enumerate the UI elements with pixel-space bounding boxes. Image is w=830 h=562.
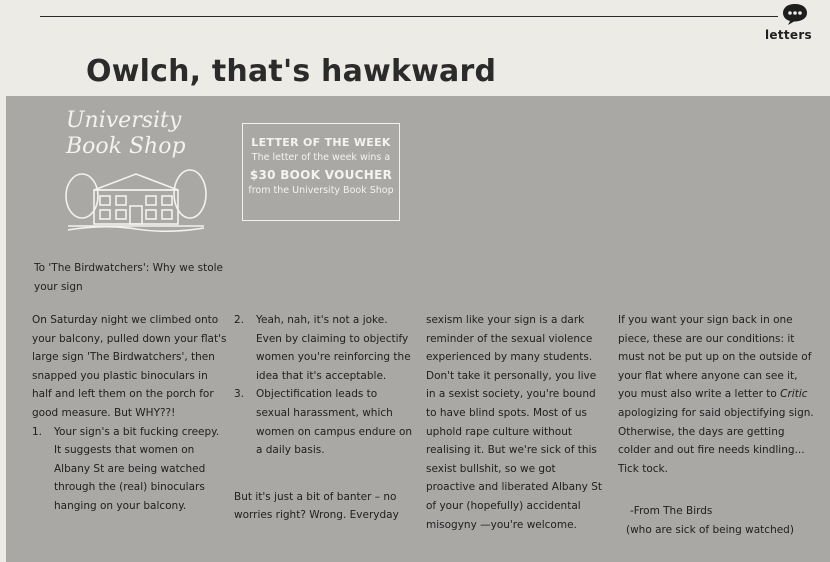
letter-column-1: [32, 311, 228, 516]
top-rule: [40, 16, 778, 17]
letter-heading: To 'The Birdwatchers': Why we stole your sign: [34, 262, 223, 293]
lotw-prize: $30 BOOK VOUCHER: [249, 168, 393, 182]
letter-paragraph: If you want your sign back in one piece, these are our conditions: it must not be put up on the outside of your flat where anyone can see it, you must also write a letter to Critic apologizing for said objectifying sign. Otherwise, the days are getting colder and out fire needs kindling... Tick tock.: [618, 314, 814, 475]
bookshop-building-illustration: [64, 166, 208, 232]
letter-signature: -From The Birds: [630, 505, 713, 518]
lotw-source: from the University Book Shop: [248, 185, 394, 196]
letter-intro: On Saturday night we climbed onto your balcony, pulled down your flat's large sign 'The Birdwatchers', then snapped you plastic binoculars in half and left them on the porch for good measure. But WHY??!: [32, 314, 227, 419]
list-item: 2. Yeah, nah, it's not a joke. Even by claiming to objectify women you're reinforcing the idea that it's acceptable.: [234, 314, 411, 382]
letter-signature-note: (who are sick of being watched): [626, 523, 794, 536]
lotw-description: The letter of the week wins a: [251, 152, 391, 163]
letter-column-4: [618, 311, 814, 540]
section-label: letters: [764, 28, 812, 42]
speech-bubble-icon: [782, 3, 808, 25]
letter-paragraph: sexism like your sign is a dark reminder of the sexual violence experienced by many students. Don't take it personally, you live in a sexist society, you're bound to have blind spots. Most of us uphold rape culture without realising it. But we're sick of this sexist bullshit, so we got proactive and liberated Albany St of your (hopefully) accidental misogyny —you're welcome.: [426, 314, 602, 531]
page-title: Owlch, that's hawkward: [86, 54, 497, 89]
letter-panel: [6, 96, 830, 562]
list-item: 1. Your sign's a bit fucking creepy. It suggests that women on Albany St are being watched through the (real) binoculars hanging on your balcony.: [32, 425, 220, 512]
list-item: 3. Objectification leads to sexual harassment, which women on campus endure on a daily basis.: [234, 388, 413, 457]
lotw-title: LETTER OF THE WEEK: [251, 136, 391, 149]
university-book-shop-logo: [60, 108, 220, 238]
letter-column-2: [234, 311, 414, 525]
critic-mention: Critic: [780, 388, 808, 401]
letter-column-3: [426, 311, 608, 534]
shop-name: University Book Shop: [66, 108, 186, 159]
letter-of-the-week-box: [242, 123, 400, 221]
letter-paragraph: But it's just a bit of banter – no worries right? Wrong. Everyday: [234, 490, 399, 522]
